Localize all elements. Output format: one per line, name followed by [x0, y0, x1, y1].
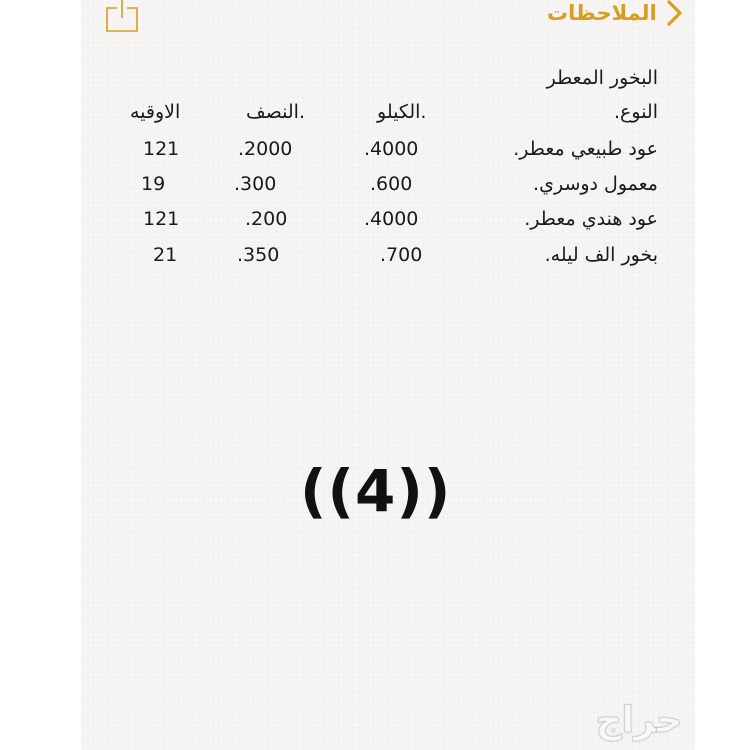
- row-ounce: 19: [141, 173, 166, 195]
- back-label: الملاحظات: [547, 1, 657, 25]
- column-ounce: الاوقيه: [130, 101, 181, 123]
- watermark-logo: حراج: [595, 699, 683, 741]
- row-name: عود طبيعي معطر.: [513, 138, 658, 160]
- row-kilo: .4000: [364, 138, 419, 160]
- row-half: .300: [234, 173, 277, 195]
- row-half: .350: [237, 244, 280, 266]
- row-half: .2000: [238, 138, 293, 160]
- back-button[interactable]: [547, 0, 687, 28]
- chevron-left-icon: [661, 0, 687, 28]
- note-number-label: ((4)): [300, 457, 452, 525]
- row-half: .200: [245, 208, 288, 230]
- row-kilo: .700: [380, 244, 423, 266]
- row-kilo: .4000: [364, 208, 419, 230]
- column-type: النوع.: [614, 101, 658, 123]
- row-name: بخور الف ليله.: [544, 244, 658, 266]
- row-name: معمول دوسري.: [533, 173, 658, 195]
- share-icon[interactable]: [106, 0, 138, 32]
- note-title: البخور المعطر: [546, 67, 658, 89]
- row-ounce: 21: [153, 244, 178, 266]
- row-name: عود هندي معطر.: [524, 208, 658, 230]
- row-ounce: 121: [143, 208, 180, 230]
- row-ounce: 121: [143, 138, 180, 160]
- column-kilo: الكيلو.: [377, 101, 427, 123]
- row-kilo: .600: [370, 173, 413, 195]
- column-half: النصف.: [246, 101, 305, 123]
